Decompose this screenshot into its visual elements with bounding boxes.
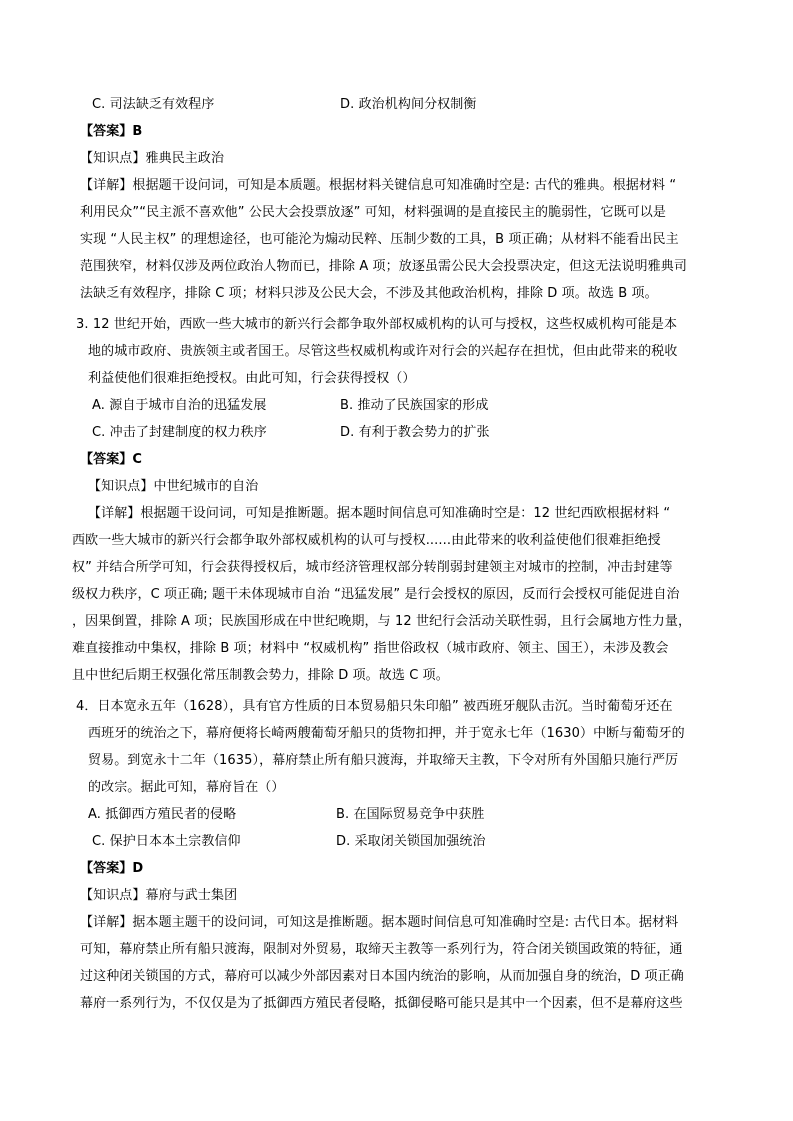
q4-detail-line: 可知，幕府禁止所有船只渡海，限制对外贸易，取缔天主教等一系列行为，符合闭关锁国政策的特征，通 (80, 942, 683, 957)
q4-stem-line: 西班牙的统治之下，幕府便将长崎两艘葡萄牙船只的货物扣押，并于宽永七年（1630）中断与葡萄牙的 (88, 726, 685, 741)
q2-detail-line: 实现 “人民主权” 的理想途径，也可能沦为煽动民粹、压制少数的工具，B 项正确；从材料不能看出民主 (80, 232, 679, 247)
q2-answer: 【答案】B (80, 124, 143, 139)
q3-detail-line: 西欧一些大城市的新兴行会都争取外部权威机构的认可与授权......由此带来的收利益使他们很难拒绝授 (72, 533, 661, 548)
q3-stem-line: 利益使他们很难拒绝授权。由此可知，行会获得授权（） (88, 371, 416, 386)
q3-answer: 【答案】C (80, 452, 143, 467)
q4-stem-line: 贸易。到宽永十二年（1635），幕府禁止所有船只渡海，并取缔天主教，下令对所有外国船只施行严厉 (88, 753, 679, 768)
q3-knowledge-point: 【知识点】中世纪城市的自治 (88, 479, 259, 494)
q3-detail-line: 难直接推动中集权，排除 B 项；材料中 “权威机构” 指世俗政权（城市政府、领主、国王），未涉及教会 (72, 641, 669, 656)
q2-detail-line: 法缺乏有效程序，排除 C 项；材料只涉及公民大会，不涉及其他政治机构，排除 D 项。故选 B 项。 (80, 286, 658, 301)
q2-option-c: C. 司法缺乏有效程序 (92, 97, 215, 112)
q2-detail-line: 范围狭窄，材料仅涉及两位政治人物而已，排除 A 项；放逐虽需公民大会投票决定，但这无法说明雅典司 (80, 259, 687, 274)
q3-detail-line: 级权力秩序，C 项正确; 题干未体现城市自治 “迅猛发展” 是行会授权的原因，反而行会授权可能促进自治 (72, 587, 680, 602)
q3-detail-line: 【详解】根据题干设问词，可知是推断题。据本题时间信息可知准确时空是：12 世纪西欧根据材料 “ (88, 506, 671, 521)
q4-stem-line: 的改宗。据此可知，幕府旨在（） (88, 780, 285, 795)
q3-stem-line: 地的城市政府、贵族领主或者国王。尽管这些权威机构或许对行会的兴起存在担忧，但由此带来的税收 (88, 344, 678, 359)
q2-detail-line: 【详解】根据题干设问词，可知是本质题。根据材料关键信息可知准确时空是: 古代的雅典。根据材料 “ (80, 178, 677, 193)
q4-option-d: D. 采取闭关锁国加强统治 (336, 834, 486, 849)
q3-detail-line: 权” 并结合所学可知，行会获得授权后，城市经济管理权部分转削弱封建领主对城市的控制，冲击封建等 (72, 560, 673, 575)
q4-stem-line: 4．日本宽永五年（1628），具有官方性质的日本贸易船只朱印船” 被西班牙舰队击沉。当时葡萄牙还在 (76, 699, 673, 714)
q4-knowledge-point: 【知识点】幕府与武士集团 (80, 888, 238, 903)
q4-answer: 【答案】D (80, 861, 144, 876)
q4-detail-line: 过这种闭关锁国的方式，幕府可以减少外部因素对日本国内统治的影响，从而加强自身的统治，D 项正确 (80, 969, 684, 984)
q4-detail-line: 【详解】据本题主题干的设问词，可知这是推断题。据本题时间信息可知准确时空是: 古代日本。据材料 (80, 915, 679, 930)
q3-option-a: A. 源自于城市自治的迅猛发展 (92, 398, 267, 413)
q4-option-a: A. 抵御西方殖民者的侵略 (88, 807, 237, 822)
q4-detail-line: 幕府一系列行为，不仅仅是为了抵御西方殖民者侵略，抵御侵略可能只是其中一个因素，但不是幕府这些 (80, 996, 683, 1011)
q3-option-b: B. 推动了民族国家的形成 (340, 398, 489, 413)
q3-detail-line: ，因果倒置，排除 A 项；民族国形成在中世纪晚期，与 12 世纪行会活动关联性弱，且行会属地方性力量， (72, 614, 692, 629)
q2-option-d: D. 政治机构间分权制衡 (340, 97, 477, 112)
q3-option-c: C. 冲击了封建制度的权力秩序 (92, 425, 267, 440)
q3-detail-line: 且中世纪后期王权强化常压制教会势力，排除 D 项。故选 C 项。 (72, 668, 449, 683)
q4-option-b: B. 在国际贸易竞争中获胜 (336, 807, 485, 822)
q4-option-c: C. 保护日本本土宗教信仰 (92, 834, 241, 849)
q2-detail-line: 利用民众”“民主派不喜欢他” 公民大会投票放逐” 可知，材料强调的是直接民主的脆弱性，它既可以是 (80, 205, 667, 220)
q2-knowledge-point: 【知识点】雅典民主政治 (80, 151, 225, 166)
q3-stem-line: 3. 12 世纪开始，西欧一些大城市的新兴行会都争取外部权威机构的认可与授权，这些权威机构可能是本 (76, 317, 678, 332)
q3-option-d: D. 有利于教会势力的扩张 (340, 425, 490, 440)
